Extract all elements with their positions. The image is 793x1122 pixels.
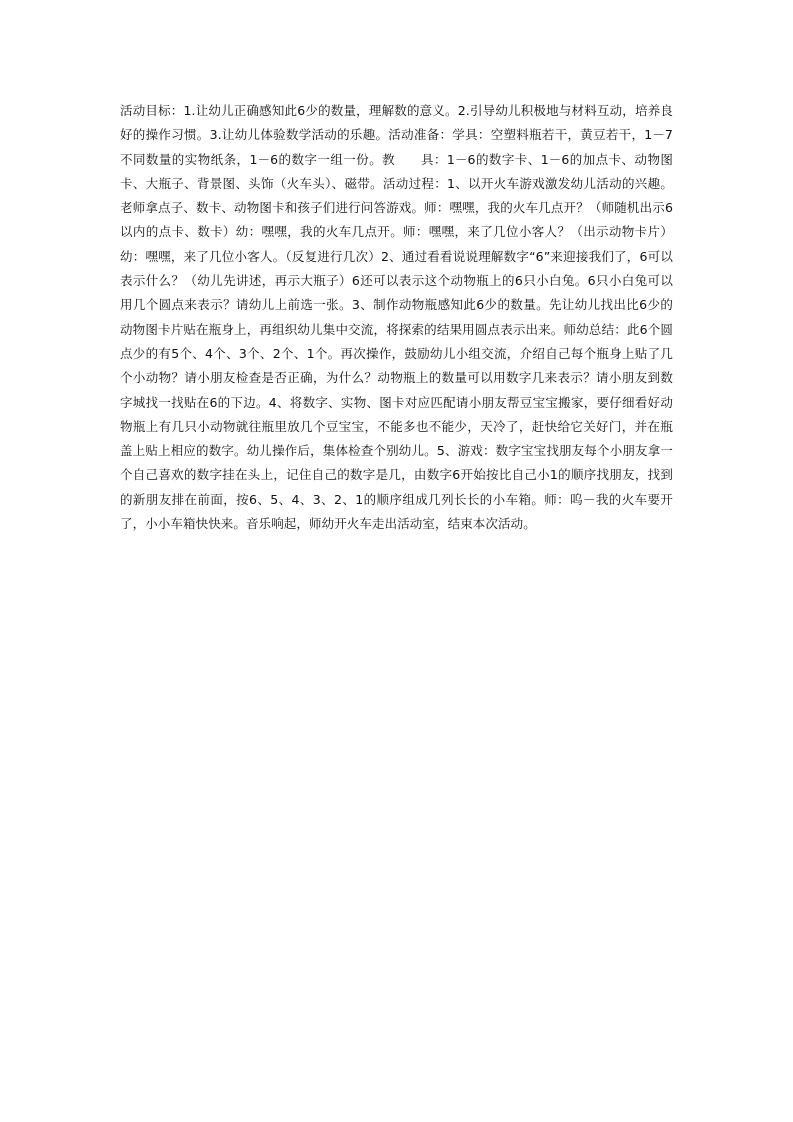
- activity-plan-text: 活动目标：1.让幼儿正确感知此6少的数量，理解数的意义。2.引导幼儿积极地与材料互动，培养良好的操作习惯。3.让幼儿体验数学活动的乐趣。活动准备：学具：空塑料瓶若干，黄豆若干，1－7不同数量的实物纸条，1－6的数字一组一份。教 具：1－6的数字卡、1－6的加点卡、动物图卡、大瓶子、背景图、头饰（火车头）、磁带。活动过程：1、以开火车游戏激发幼儿活动的兴趣。老师拿点子、数卡、动物图卡和孩子们进行问答游戏。师：嘿嘿，我的火车几点开？（师随机出示6以内的点卡、数卡）幼：嘿嘿，我的火车几点开。师：嘿嘿，来了几位小客人？（出示动物卡片）幼：嘿嘿，来了几位小客人。（反复进行几次）2、通过看看说说理解数字“6”来迎接我们了，6可以表示什么？（幼儿先讲述，再示大瓶子）6还可以表示这个动物瓶上的6只小白兔。6只小白兔可以用几个圆点来表示？请幼儿上前选一张。3、制作动物瓶感知此6少的数量。先让幼儿找出比6少的动物图卡片贴在瓶身上，再组织幼儿集中交流，将探索的结果用圆点表示出来。师幼总结：此6个圆点少的有5个、4个、3个、2个、1个。再次操作，鼓励幼儿小组交流，介绍自己每个瓶身上贴了几个小动物？请小朋友检查是否正确，为什么？动物瓶上的数量可以用数字几来表示？请小朋友到数字城找一找贴在6的下边。4、将数字、实物、图卡对应匹配请小朋友帮豆宝宝搬家，要仔细看好动物瓶上有几只小动物就往瓶里放几个豆宝宝，不能多也不能少，天冷了，赶快给它关好门，并在瓶盖上贴上相应的数字。幼儿操作后，集体检查个别幼儿。5、游戏：数字宝宝找朋友每个小朋友拿一个自己喜欢的数字挂在头上，记住自己的数字是几，由数字6开始按比自己小1的顺序找朋友，找到的新朋友排在前面，按6、5、4、3、2、1的顺序组成几列长长的小车箱。师：呜－我的火车要开了，小小车箱快快来。音乐响起，师幼开火车走出活动室，结束本次活动。: [120, 103, 673, 532]
